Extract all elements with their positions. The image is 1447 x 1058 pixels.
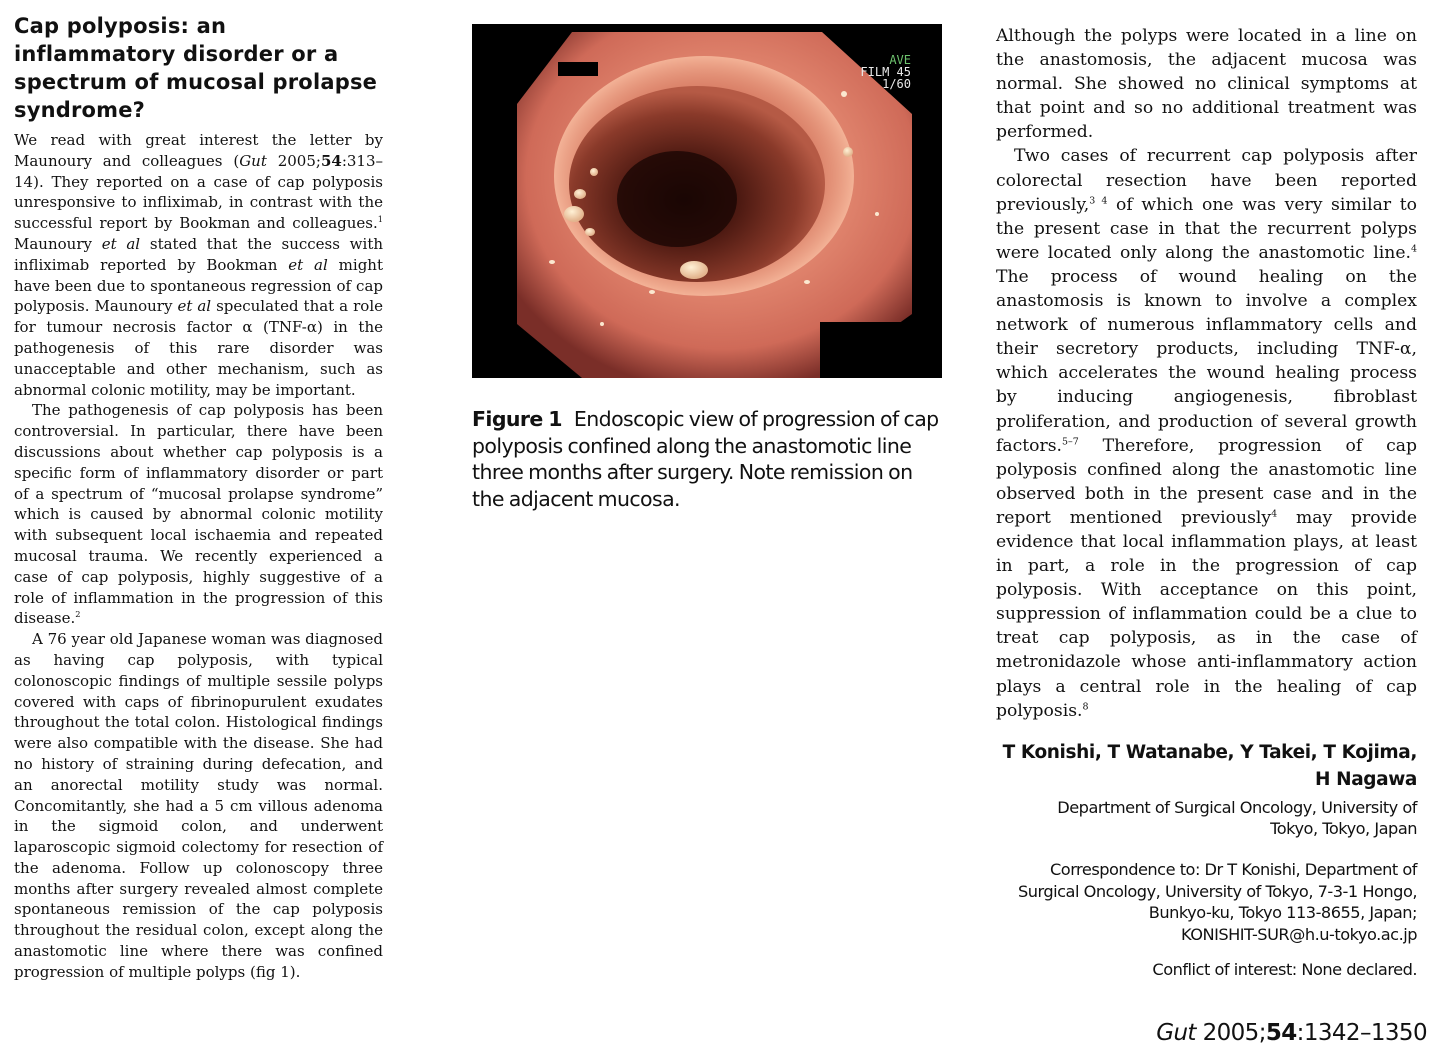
reference-marker: 2 [75,609,81,620]
journal-name: Gut [239,151,267,170]
footer-citation: Gut 2005;54:1342–1350 [1156,1020,1427,1046]
reference-marker: 1 [377,214,383,225]
overlay-speed-label: 1/60 [882,77,911,91]
affiliation: Department of Surgical Oncology, University of Tokyo, Tokyo, Japan [1057,797,1417,839]
figure-column [472,24,942,512]
paragraph-1: We read with great interest the letter by Maunoury and colleagues (Gut 2005;54:313–14). They reported on a case of cap polyposis unresponsive to infliximab, in contrast with the successful report by Bookman and colleagues.$^1$ Maunoury et al stated that the success with infliximab reported by Bookman et al might have been due to spontaneous regression of cap polyposis. Maunoury et al speculated that a role for tumour necrosis factor α (TNF-α) in the pathogenesis of this rare disorder was unacceptable and other mechanism, such as abnormal colonic motility, may be important. [14,131,384,399]
author-line: H Nagawa [1315,768,1417,790]
overlay-ave-label: AVE [889,53,911,67]
letter-title: Cap polyposis: an inflammatory disorder or a spectrum of mucosal prolapse syndrome? [14,14,378,122]
volume-number: 54 [320,151,342,170]
footer-volume: 54 [1265,1020,1297,1046]
endoscopic-image [472,24,942,378]
mask-block [558,62,598,76]
figure-caption-text: Endoscopic view of progression of cap polyposis confined along the anastomotic line three months after surgery. Note remission on the adjacent mucosa. [472,407,939,511]
figure-caption [472,406,942,512]
paragraph-4: Although the polyps were located in a line on the anastomosis, the adjacent mucosa was normal. She showed no clinical symptoms at that point and so no additional treatment was performed. [996,26,1417,143]
paragraph-2: The pathogenesis of cap polyposis has been controversial. In particular, there have been discussions about whether cap polyposis is a specific form of inflammatory disorder or part of a spectrum of “mucosal prolapse syndrome” which is caused by abnormal colonic motility with subsequent local ischaemia and repeated mucosal trauma. We recently experienced a case of cap polyposis, highly suggestive of a role of inflammation in the progression of this disease.$^2$ [14,401,383,628]
reference-marker: 4 [1410,243,1417,255]
polyp [564,206,584,222]
polyp [574,189,586,199]
letter-body-left [14,130,383,983]
polyp [590,168,598,176]
letter-body-right [996,24,1417,723]
figure-label: Figure 1 [472,407,562,431]
reference-marker: 3 4 [1089,194,1108,206]
reference-marker: 4 [1271,508,1278,520]
footer-journal: Gut [1156,1020,1196,1046]
right-column [996,24,1417,981]
overlay-film-label: FILM 45 [860,65,911,79]
reference-marker: 8 [1082,700,1089,712]
author-line: T Konishi, T Watanabe, Y Takei, T Kojima, [1002,741,1417,763]
paragraph-3: A 76 year old Japanese woman was diagnosed as having cap polyposis, with typical colonoscopic findings of multiple sessile polyps covered with caps of fibrinopurulent exudates throughout the total colon. Histological findings were also compatible with the disease. She had no history of straining during defecation, and an anorectal motility study was normal. Concomitantly, she had a 5 cm villous adenoma in the sigmoid colon, and underwent laparoscopic sigmoid colectomy for resection of the adenoma. Follow up colonoscopy three months after surgery revealed almost complete spontaneous remission of the cap polyposis throughout the residual colon, except along the anastomotic line where there was confined progression of multiple polyps (fig 1). [14,630,383,981]
polyp [585,228,595,236]
correspondence-email[interactable]: KONISHIT-SUR@h.u-tokyo.ac.jp [1180,924,1417,944]
author-list [996,739,1417,793]
polyp [843,147,853,157]
left-column [14,12,383,983]
reference-marker: 5–7 [1062,435,1079,447]
conflict-of-interest: Conflict of interest: None declared. [1152,960,1417,980]
paragraph-5: Two cases of recurrent cap polyposis after colorectal resection have been reported previously,$^{3 4}$ of which one was very similar to the present case in that the recurrent polyps were located only along the anastomotic line.$^4$ The process of wound healing on the anastomosis is known to involve a complex network of numerous inflammatory cells and their secretory products, including TNF-α, which accelerates the wound healing process by inducing angiogenesis, fibroblast proliferation, and production of several growth factors.$^{5-7}$ Therefore, progression of cap polyposis confined along the anastomotic line observed both in the present case and in the report mentioned previously$^4$ may provide evidence that local inflammation plays, at least in part, a role in the progression of cap polyposis. With acceptance on this point, suppression of inflammation could be a clue to treat cap polyposis, as in the case of metronidazole whose anti-inflammatory action plays a central role in the healing of cap polyposis.$^8$ [996,146,1417,721]
polyp [680,261,708,279]
correspondence: Correspondence to: Dr T Konishi, Department of Surgical Oncology, University of Tokyo, 7-3-1 Hongo, Bunkyo-ku, Tokyo 113-8655, Japan; KONISHIT-SUR@h.u-tokyo.ac.jp [996,859,1417,945]
